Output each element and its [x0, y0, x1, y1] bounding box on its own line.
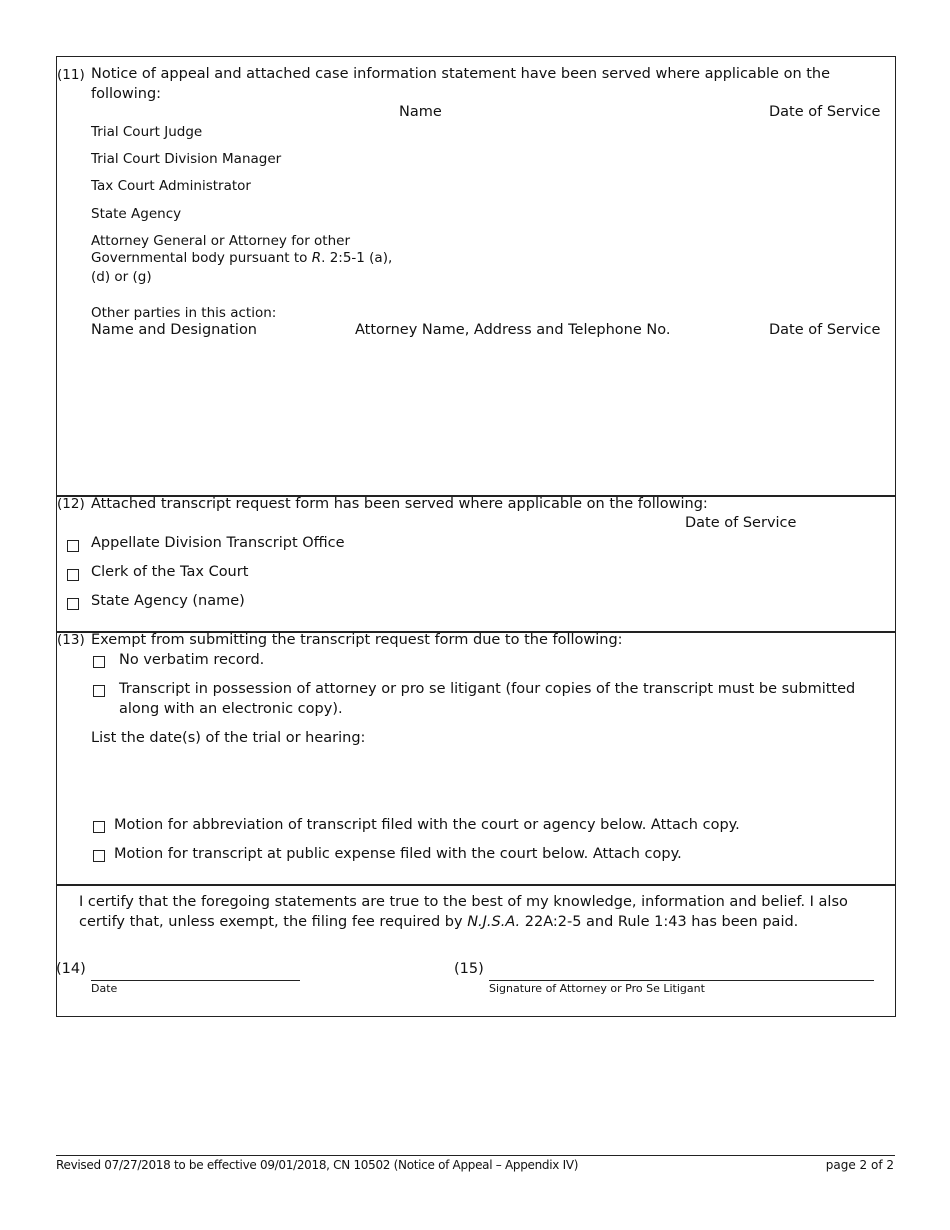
transcript-possession-line2: along with an electronic copy). — [119, 701, 343, 717]
section-12-date-header: Date of Service — [685, 515, 797, 531]
served-party-state-agency: State Agency — [91, 206, 182, 222]
served-party-attorney-general-line2: Governmental body pursuant to R. 2:5-1 (a), — [91, 250, 393, 266]
footer-revision-note: Revised 07/27/2018 to be effective 09/01/2018, CN 10502 (Notice of Appeal – Appendix IV) — [56, 1158, 579, 1172]
motion-public-expense-label: Motion for transcript at public expense filed with the court below. Attach copy. — [114, 846, 682, 862]
other-date-of-service-header: Date of Service — [769, 322, 881, 338]
footer-rule — [56, 1155, 895, 1156]
hearing-dates-label: List the date(s) of the trial or hearing: — [91, 730, 366, 746]
served-party-tax-court-admin: Tax Court Administrator — [91, 178, 251, 194]
checkbox-state-agency[interactable] — [67, 598, 79, 610]
footer-page-number: page 2 of 2 — [825, 1158, 894, 1172]
state-agency-label: State Agency (name) — [91, 593, 245, 609]
section-11-number: (11) — [57, 67, 85, 83]
section-11-box — [56, 56, 896, 497]
transcript-office-label: Appellate Division Transcript Office — [91, 535, 345, 551]
checkbox-motion-abbreviation[interactable] — [93, 821, 105, 833]
transcript-possession-line1: Transcript in possession of attorney or pro se litigant (four copies of the transcript must be submitted — [119, 681, 856, 697]
section-11-intro-line2: following: — [91, 86, 162, 102]
checkbox-no-verbatim[interactable] — [93, 656, 105, 668]
section-12-number: (12) — [57, 496, 85, 512]
item-14-number: (14) — [56, 961, 86, 977]
date-caption: Date — [91, 982, 118, 995]
date-of-service-header: Date of Service — [769, 104, 881, 120]
other-attorney-header: Attorney Name, Address and Telephone No. — [355, 322, 671, 338]
no-verbatim-label: No verbatim record. — [119, 652, 265, 668]
section-12-intro: Attached transcript request form has been served where applicable on the following: — [91, 496, 708, 512]
certification-line2: certify that, unless exempt, the filing fee required by N.J.S.A. 22A:2-5 and Rule 1:43 has been paid. — [79, 914, 799, 930]
section-11-intro-line1: Notice of appeal and attached case information statement have been served where applicable on the — [91, 66, 831, 82]
served-party-attorney-general-line1: Attorney General or Attorney for other — [91, 233, 351, 249]
checkbox-transcript-possession[interactable] — [93, 685, 105, 697]
checkbox-clerk-tax-court[interactable] — [67, 569, 79, 581]
name-column-header: Name — [399, 104, 442, 120]
checkbox-motion-public-expense[interactable] — [93, 850, 105, 862]
other-parties-label: Other parties in this action: — [91, 305, 277, 321]
certification-line1: I certify that the foregoing statements are true to the best of my knowledge, information and belief. I also — [79, 894, 848, 910]
served-party-attorney-general-line3: (d) or (g) — [91, 269, 152, 285]
date-signature-line[interactable] — [91, 980, 300, 981]
item-15-number: (15) — [454, 961, 484, 977]
served-party-trial-court-judge: Trial Court Judge — [91, 124, 203, 140]
signature-caption: Signature of Attorney or Pro Se Litigant — [489, 982, 705, 995]
served-party-division-manager: Trial Court Division Manager — [91, 151, 282, 167]
motion-abbreviation-label: Motion for abbreviation of transcript filed with the court or agency below. Attach copy. — [114, 817, 740, 833]
section-13-intro: Exempt from submitting the transcript request form due to the following: — [91, 632, 623, 648]
checkbox-transcript-office[interactable] — [67, 540, 79, 552]
attorney-signature-line[interactable] — [489, 980, 874, 981]
other-name-designation-header: Name and Designation — [91, 322, 257, 338]
clerk-tax-court-label: Clerk of the Tax Court — [91, 564, 249, 580]
section-13-number: (13) — [57, 632, 85, 648]
